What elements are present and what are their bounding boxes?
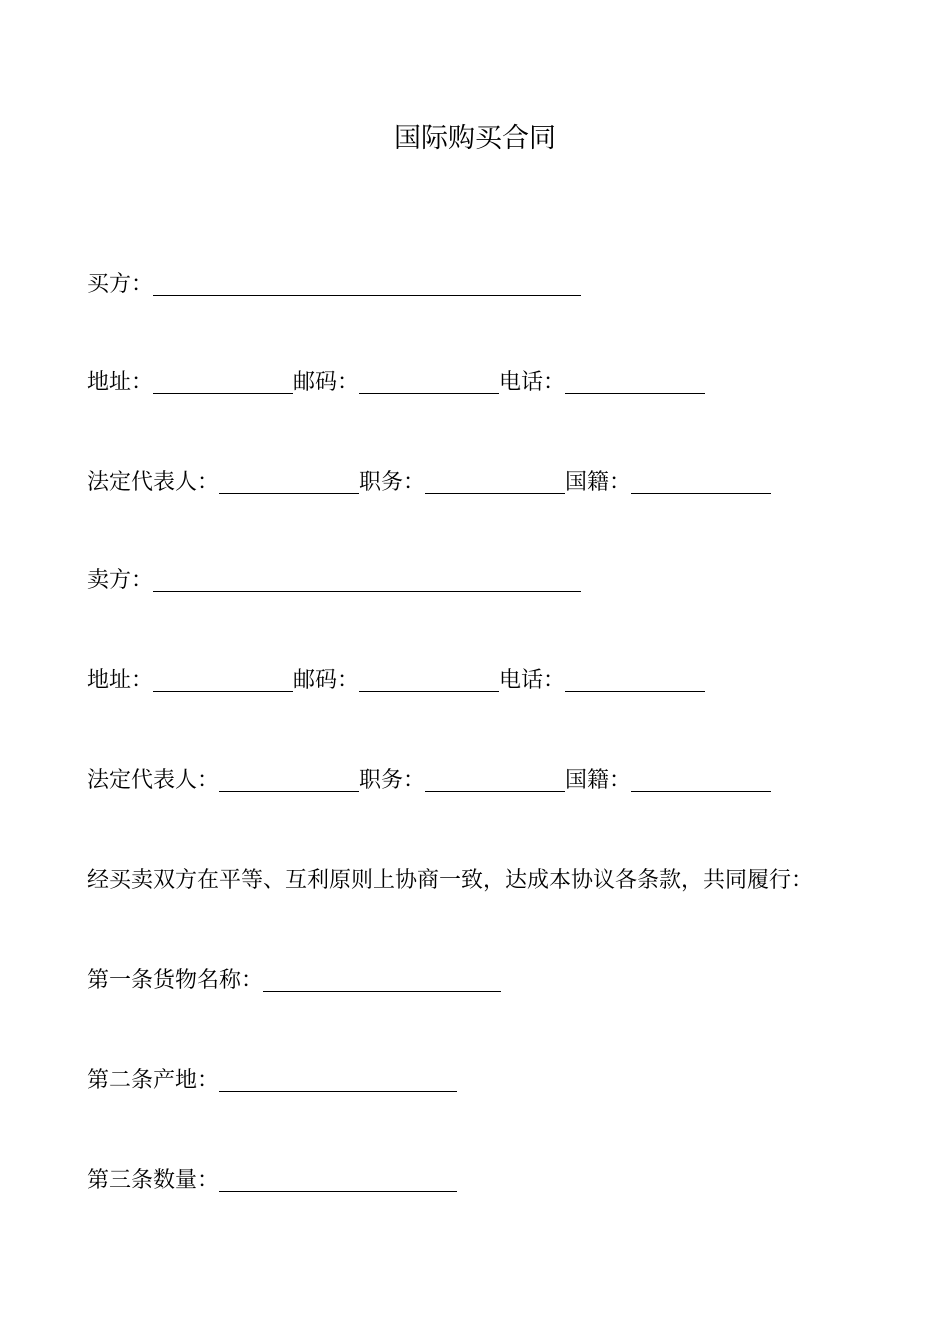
- seller-position-field[interactable]: [425, 769, 565, 792]
- buyer-phone-label: 电话：: [499, 370, 566, 395]
- quantity-field[interactable]: [219, 1169, 457, 1192]
- buyer-contact-line: [87, 368, 705, 398]
- buyer-nationality-field[interactable]: [631, 471, 771, 494]
- seller-address-label: 地址：: [87, 668, 154, 693]
- buyer-line: [87, 270, 581, 300]
- clause-quantity: [87, 1166, 457, 1196]
- seller-phone-label: 电话：: [499, 668, 566, 693]
- buyer-rep-line: [87, 468, 771, 498]
- preamble-text: 经买卖双方在平等、互利原则上协商一致，达成本协议各条款，共同履行：: [87, 868, 814, 893]
- document-title: 国际购买合同: [394, 123, 556, 154]
- buyer-name-field[interactable]: [153, 273, 581, 296]
- seller-contact-line: [87, 666, 705, 696]
- buyer-rep-label: 法定代表人：: [87, 470, 220, 495]
- seller-rep-label: 法定代表人：: [87, 768, 220, 793]
- buyer-address-field[interactable]: [153, 371, 293, 394]
- seller-line: [87, 566, 581, 596]
- buyer-phone-field[interactable]: [565, 371, 705, 394]
- buyer-position-label: 职务：: [359, 470, 426, 495]
- clause-origin: [87, 1066, 457, 1096]
- buyer-address-label: 地址：: [87, 370, 154, 395]
- seller-postcode-label: 邮码：: [293, 668, 360, 693]
- preamble-line: [87, 866, 813, 896]
- seller-phone-field[interactable]: [565, 669, 705, 692]
- seller-rep-field[interactable]: [219, 769, 359, 792]
- seller-nationality-label: 国籍：: [565, 768, 632, 793]
- buyer-rep-field[interactable]: [219, 471, 359, 494]
- seller-rep-line: [87, 766, 771, 796]
- origin-field[interactable]: [219, 1069, 457, 1092]
- clause-3-label: 第三条数量：: [87, 1168, 220, 1193]
- seller-name-field[interactable]: [153, 569, 581, 592]
- seller-position-label: 职务：: [359, 768, 426, 793]
- seller-nationality-field[interactable]: [631, 769, 771, 792]
- seller-address-field[interactable]: [153, 669, 293, 692]
- seller-postcode-field[interactable]: [359, 669, 499, 692]
- clause-2-label: 第二条产地：: [87, 1068, 220, 1093]
- buyer-label: 买方：: [87, 272, 154, 297]
- buyer-postcode-field[interactable]: [359, 371, 499, 394]
- seller-label: 卖方：: [87, 568, 154, 593]
- clause-1-label: 第一条货物名称：: [87, 968, 264, 993]
- buyer-position-field[interactable]: [425, 471, 565, 494]
- goods-name-field[interactable]: [263, 969, 501, 992]
- buyer-postcode-label: 邮码：: [293, 370, 360, 395]
- clause-goods-name: [87, 966, 501, 996]
- buyer-nationality-label: 国籍：: [565, 470, 632, 495]
